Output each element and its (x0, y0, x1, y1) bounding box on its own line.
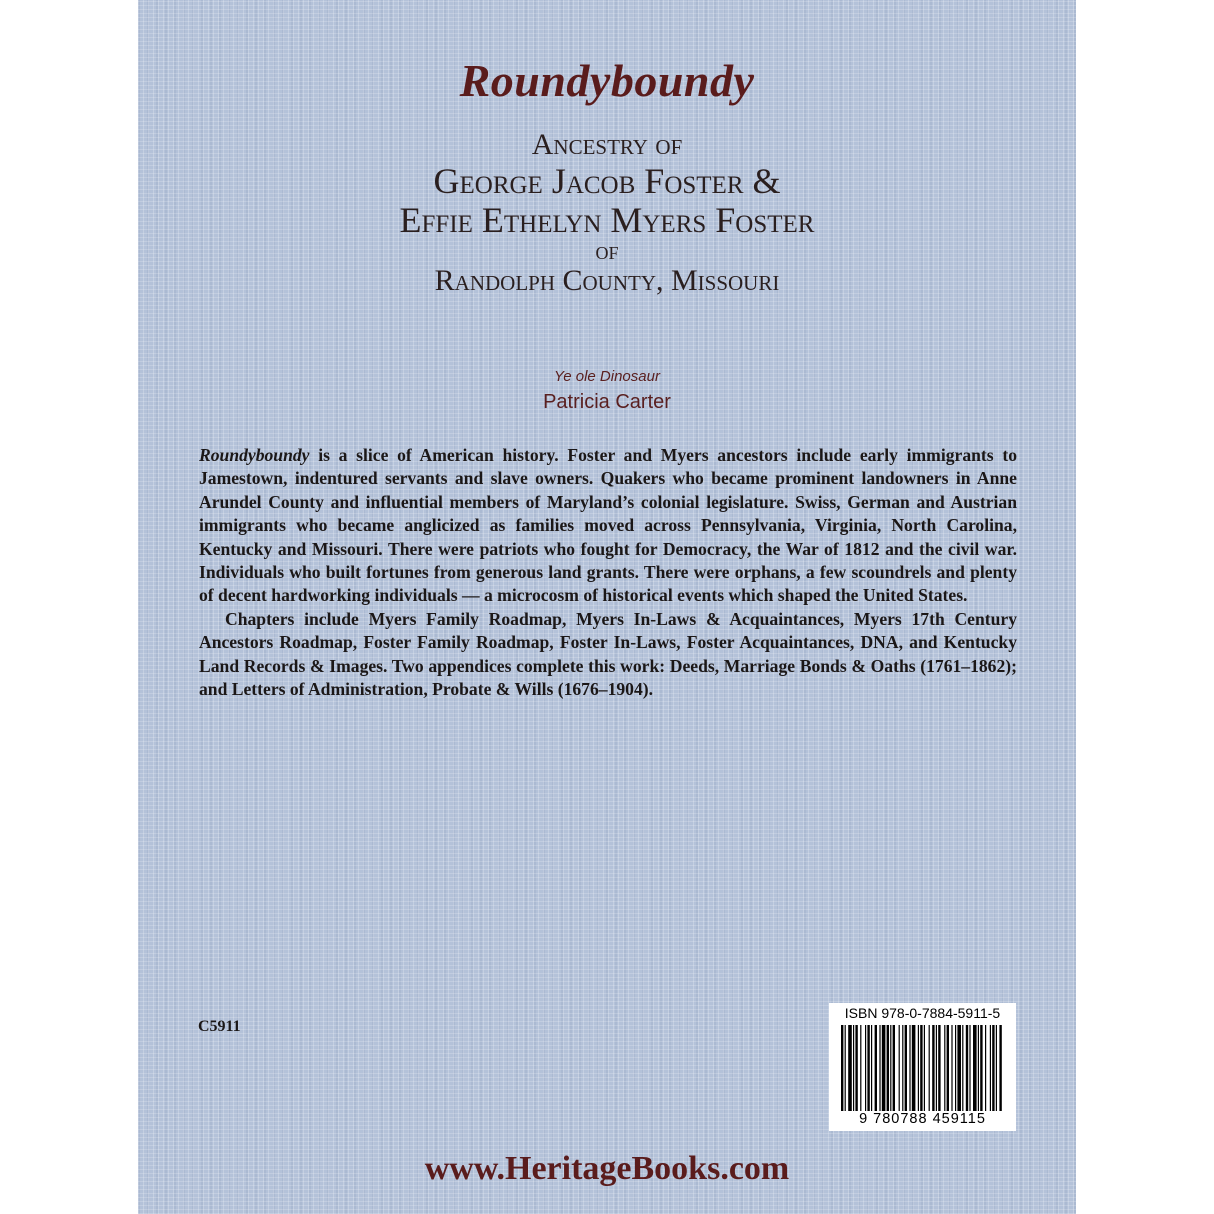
barcode-bars (841, 1025, 1004, 1111)
barcode-bar (962, 1025, 963, 1111)
barcode-bar (957, 1025, 961, 1111)
barcode-bar (929, 1025, 930, 1111)
author-byline: Ye ole Dinosaur (554, 368, 660, 385)
barcode-bar (955, 1025, 956, 1111)
barcode-bar (909, 1025, 910, 1111)
barcode-bar (875, 1025, 877, 1111)
subtitle-line-2: George Jacob Foster & (433, 161, 781, 201)
barcode-bar (860, 1025, 861, 1111)
barcode-bar (990, 1025, 991, 1111)
catalog-code: C5911 (198, 1018, 241, 1035)
barcode-bar (887, 1025, 889, 1111)
barcode-bar (848, 1025, 852, 1111)
barcode-bar (924, 1025, 925, 1111)
barcode-bar (980, 1025, 982, 1111)
barcode-bar (944, 1025, 945, 1111)
subtitle-line-5: Randolph County, Missouri (434, 264, 780, 297)
barcode-bar (855, 1025, 857, 1111)
barcode-bar (853, 1025, 854, 1111)
barcode-bar (999, 1025, 1001, 1111)
publisher-website: www.HeritageBooks.com (424, 1150, 790, 1187)
barcode-bar (985, 1025, 986, 1111)
barcode-bar (969, 1025, 970, 1111)
barcode-bar (978, 1025, 979, 1111)
author-name: Patricia Carter (543, 391, 671, 413)
description-paragraph-1 (199, 444, 1017, 608)
barcode-bar (879, 1025, 880, 1111)
isbn-label: ISBN 978-0-7884-5911-5 (844, 1005, 1001, 1021)
barcode-bar (938, 1025, 940, 1111)
barcode-bar (882, 1025, 886, 1111)
barcode-bar (890, 1025, 891, 1111)
description-paragraph-1-text: is a slice of American history. Foster and Myers ancestors include early immigrants to Jamestown, indentured servants and slave owners. Quakers who became prominent landowners in Anne Arundel County and influential members of Maryland’s colonial legislature. Swiss, German and Austrian immigrants who became anglicized as families moved across Pennsylvania, Virginia, North Carolina, Kentucky and Missouri. There were patriots who fought for Democracy, the War of 1812 and the civil war. Individuals who built fortunes from generous land grants. There were orphans, a few scoundrels and plenty of decent hardworking individuals — a microcosm of historical events which shaped the United States. (199, 445, 1017, 606)
barcode-bar (966, 1025, 968, 1111)
barcode-bar (996, 1025, 997, 1111)
barcode-bar (902, 1025, 903, 1111)
barcode-digits: 9 780788 459115 (859, 1111, 986, 1127)
description-title-italic: Roundyboundy (199, 445, 310, 465)
barcode-bar (899, 1025, 900, 1111)
barcode-bar (845, 1025, 846, 1111)
barcode-bar (973, 1025, 977, 1111)
barcode-bar (992, 1025, 994, 1111)
book-title: Roundyboundy (459, 55, 755, 106)
barcode-bar (932, 1025, 934, 1111)
barcode-bar (920, 1025, 922, 1111)
barcode-bar (918, 1025, 919, 1111)
subtitle-line-1: Ancestry of (531, 128, 683, 161)
isbn-barcode (829, 1003, 1016, 1131)
barcode-bar (865, 1025, 866, 1111)
barcode-bar (905, 1025, 907, 1111)
barcode-bar (947, 1025, 949, 1111)
description-paragraph-2: Chapters include Myers Family Roadmap, Myers In-Laws & Acquaintances, Myers 17th Century Ancestors Roadmap, Foster Family Roadmap, Foster In-Laws, Foster Acquaintances, DNA, and Kentucky Land Records & Images. Two appendices complete this work: Deeds, Marriage Bonds & Oaths (1761–1862); and Letters of Administration, Probate & Wills (1676–1904). (199, 608, 1017, 700)
barcode-bar (912, 1025, 916, 1111)
barcode-bar (871, 1025, 872, 1111)
book-description (199, 444, 1017, 701)
barcode-bar (893, 1025, 895, 1111)
barcode-bar (936, 1025, 937, 1111)
barcode-bar (951, 1025, 952, 1111)
subtitle-line-4: of (595, 236, 619, 265)
book-back-cover (138, 0, 1076, 1214)
barcode-bar (841, 1025, 843, 1111)
barcode-bar (867, 1025, 869, 1111)
subtitle-line-3: Effie Ethelyn Myers Foster (399, 200, 815, 240)
